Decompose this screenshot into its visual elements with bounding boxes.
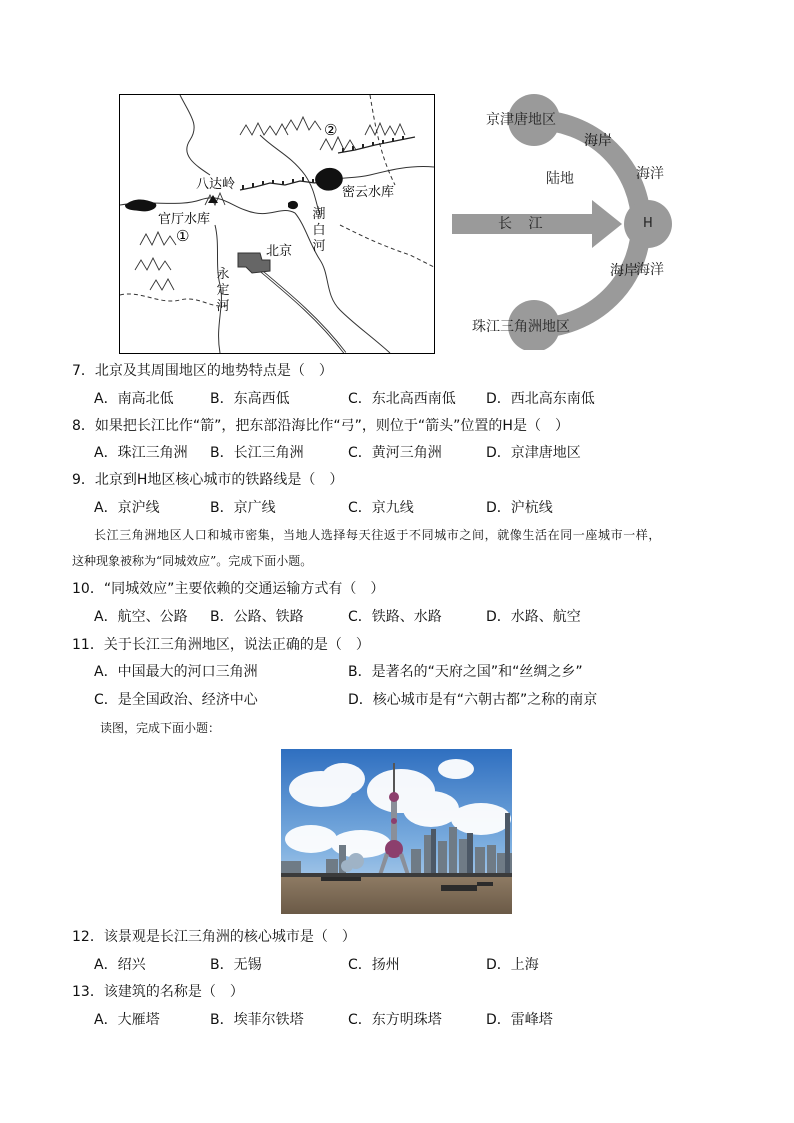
question-7-option-d[interactable]: D．西北高东南低 [486, 391, 595, 407]
read-prompt: 读图，完成下面小题： [100, 721, 221, 735]
question-10-option-a[interactable]: A．航空、公路 [94, 609, 188, 625]
beijing-label: 北京 [266, 244, 293, 259]
question-12-stem: 12．该景观是长江三角洲的核心城市是（ ） [72, 929, 356, 945]
coast-bottom-label: 海岸 [610, 263, 638, 279]
question-9-option-d[interactable]: D．沪杭线 [486, 500, 553, 516]
zhujiang-delta-label: 珠江三角洲地区 [472, 319, 570, 335]
guanting-reservoir-label: 官厅水库 [158, 212, 211, 227]
question-8-option-d[interactable]: D．京津唐地区 [486, 445, 581, 461]
marker-2-label: ② [324, 121, 338, 139]
question-10-option-c[interactable]: C．铁路、水路 [348, 609, 442, 625]
miyun-reservoir-label: 密云水库 [342, 185, 395, 200]
yongding-river-label: 永定河 [216, 267, 230, 314]
question-8-stem: 8．如果把长江比作“箭”，把东部沿海比作“弓”，则位于“箭头”位置的H是（ ） [72, 418, 569, 434]
question-11-stem: 11．关于长江三角洲地区，说法正确的是（ ） [72, 637, 370, 653]
badaling-label: 八达岭 [196, 177, 236, 192]
skyline-illustration [281, 749, 512, 914]
shanghai-skyline-photo [281, 749, 512, 914]
question-12-option-b[interactable]: B．无锡 [210, 957, 262, 973]
question-10-option-d[interactable]: D．水路、航空 [486, 609, 581, 625]
beijing-map-figure [119, 94, 435, 354]
question-8-option-b[interactable]: B．长江三角洲 [210, 445, 304, 461]
question-7-option-a[interactable]: A．南高北低 [94, 391, 174, 407]
coast-top-label: 海岸 [584, 133, 612, 149]
question-13-option-d[interactable]: D．雷峰塔 [486, 1012, 553, 1028]
question-10-stem: 10．“同城效应”主要依赖的交通运输方式有（ ） [72, 581, 385, 597]
land-label: 陆地 [546, 171, 574, 187]
question-7-stem: 7．北京及其周围地区的地势特点是（ ） [72, 363, 333, 379]
question-13-stem: 13．该建筑的名称是（ ） [72, 984, 244, 1000]
jingjintang-label: 京津唐地区 [486, 112, 556, 128]
question-11-option-c[interactable]: C．是全国政治、经济中心 [94, 692, 258, 708]
question-13-option-c[interactable]: C．东方明珠塔 [348, 1012, 442, 1028]
question-12-option-c[interactable]: C．扬州 [348, 957, 400, 973]
passage-line-2: 这种现象被称为“同城效应”。完成下面小题。 [72, 554, 313, 568]
question-7-option-c[interactable]: C．东北高西南低 [348, 391, 456, 407]
question-9-option-c[interactable]: C．京九线 [348, 500, 414, 516]
question-12-option-a[interactable]: A．绍兴 [94, 957, 146, 973]
question-9-stem: 9．北京到H地区核心城市的铁路线是（ ） [72, 472, 344, 488]
bow-arrow-drawing [450, 90, 690, 350]
marker-1-label: ① [176, 227, 190, 245]
question-10-option-b[interactable]: B．公路、铁路 [210, 609, 304, 625]
yangtze-label: 长 江 [498, 216, 549, 232]
ocean-bottom-label: 海洋 [636, 262, 664, 278]
question-8-option-a[interactable]: A．珠江三角洲 [94, 445, 188, 461]
question-13-option-b[interactable]: B．埃菲尔铁塔 [210, 1012, 304, 1028]
question-11-option-d[interactable]: D．核心城市是有“六朝古都”之称的南京 [348, 692, 598, 708]
question-7-option-b[interactable]: B．东高西低 [210, 391, 290, 407]
bow-arrow-diagram [450, 90, 690, 350]
chaobai-river-label: 潮白河 [312, 207, 326, 254]
question-12-option-d[interactable]: D．上海 [486, 957, 539, 973]
question-9-option-b[interactable]: B．京广线 [210, 500, 276, 516]
question-13-option-a[interactable]: A．大雁塔 [94, 1012, 160, 1028]
ocean-top-label: 海洋 [636, 166, 664, 182]
question-11-option-a[interactable]: A．中国最大的河口三角洲 [94, 664, 258, 680]
question-9-option-a[interactable]: A．京沪线 [94, 500, 160, 516]
question-8-option-c[interactable]: C．黄河三角洲 [348, 445, 442, 461]
h-label: H [643, 216, 653, 231]
passage-line-1: 长江三角洲地区人口和城市密集，当地人选择每天往返于不同城市之间，就像生活在同一座城市一样， [94, 528, 662, 542]
question-11-option-b[interactable]: B．是著名的“天府之国”和“丝绸之乡” [348, 664, 583, 680]
